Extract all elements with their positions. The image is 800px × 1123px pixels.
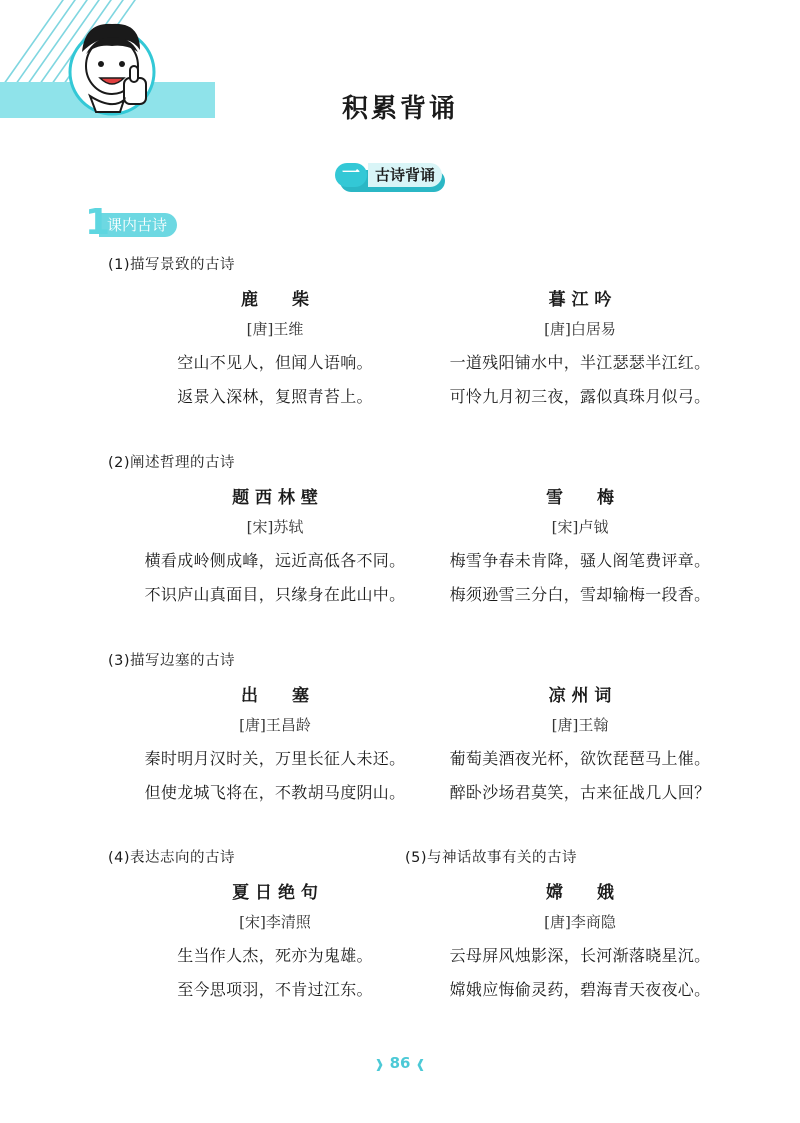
poem-title: 出 塞 xyxy=(241,686,309,706)
poem-author: [宋]李清照 xyxy=(239,913,311,931)
section-number: 一 xyxy=(335,163,367,187)
poem-line: 梅须逊雪三分白，雪却输梅一段香。 xyxy=(449,585,711,604)
poem-author: [唐]王维 xyxy=(246,320,304,338)
poem-title: 暮 江 吟 xyxy=(548,290,612,310)
page-number xyxy=(370,1053,430,1079)
poem-title: 雪 梅 xyxy=(546,488,614,508)
category-label: (2)阐述哲理的古诗 xyxy=(108,455,236,471)
poem-title: 题 西 林 壁 xyxy=(232,488,318,508)
poem-author: [唐]王昌龄 xyxy=(239,716,311,734)
poem-line: 但使龙城飞将在，不教胡马度阴山。 xyxy=(144,783,406,802)
subsection-label: 课内古诗 xyxy=(99,213,177,237)
page-title: 积累背诵 xyxy=(341,94,458,124)
poem-title: 夏 日 绝 句 xyxy=(232,883,318,903)
poem-line: 横看成岭侧成峰，远近高低各不同。 xyxy=(144,551,406,570)
subsection-number: 1 xyxy=(85,202,111,243)
poem-line: 醉卧沙场君莫笑，古来征战几人回？ xyxy=(449,783,711,802)
poem-line: 空山不见人，但闻人语响。 xyxy=(177,353,373,372)
category-label: (1)描写景致的古诗 xyxy=(108,257,236,273)
poem-title: 鹿 柴 xyxy=(241,290,309,310)
poem-line: 嫦娥应悔偷灵药，碧海青天夜夜心。 xyxy=(449,980,711,999)
poem-title: 嫦 娥 xyxy=(546,883,614,903)
section-label: 古诗背诵 xyxy=(368,163,442,187)
poem-line: 秦时明月汉时关，万里长征人未还。 xyxy=(144,749,406,768)
subsection-tag xyxy=(85,202,180,243)
poem-author: [唐]白居易 xyxy=(544,320,616,338)
chevron-left-icon: ❰ xyxy=(415,1057,426,1071)
poem-author: [唐]李商隐 xyxy=(544,913,616,931)
poem-author: [宋]卢钺 xyxy=(551,518,609,536)
poem-line: 梅雪争春未肯降，骚人阁笔费评章。 xyxy=(449,551,711,570)
poem-author: [唐]王翰 xyxy=(551,716,609,734)
section-tab xyxy=(330,160,445,192)
poem-line: 生当作人杰，死亦为鬼雄。 xyxy=(177,946,373,965)
category-label: (4)表达志向的古诗 xyxy=(108,850,236,866)
poem-line: 不识庐山真面目，只缘身在此山中。 xyxy=(144,585,406,604)
poem-line: 一道残阳铺水中，半江瑟瑟半江红。 xyxy=(449,353,711,372)
page-number-value: 86 xyxy=(389,1054,411,1072)
poem-line: 云母屏风烛影深，长河渐落晓星沉。 xyxy=(449,946,711,965)
poem-line: 返景入深林，复照青苔上。 xyxy=(177,387,373,406)
category-label: (3)描写边塞的古诗 xyxy=(108,653,236,669)
poem-author: [宋]苏轼 xyxy=(246,518,304,536)
poem-title: 凉 州 词 xyxy=(548,686,612,706)
poem-line: 葡萄美酒夜光杯，欲饮琵琶马上催。 xyxy=(449,749,711,768)
chevron-right-icon: ❱ xyxy=(374,1057,385,1071)
poem-line: 至今思项羽，不肯过江东。 xyxy=(177,980,373,999)
category-label: (5)与神话故事有关的古诗 xyxy=(405,850,578,866)
poem-line: 可怜九月初三夜，露似真珠月似弓。 xyxy=(449,387,711,406)
